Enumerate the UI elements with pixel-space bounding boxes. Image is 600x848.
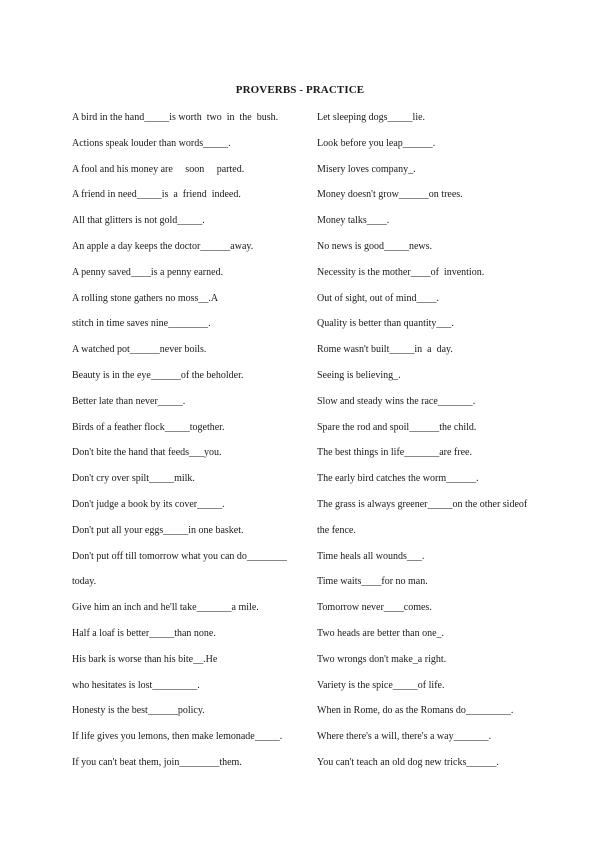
proverb-line: Seeing is believing_. <box>317 369 401 381</box>
proverb-line: Tomorrow never____comes. <box>317 602 432 614</box>
proverb-list-right <box>317 112 567 783</box>
proverb-line: Misery loves company_. <box>317 163 416 175</box>
proverb-line: A friend in need_____is a friend indeed. <box>72 189 241 201</box>
proverb-line: Time heals all wounds___. <box>317 550 425 562</box>
page-title: PROVERBS - PRACTICE <box>235 84 365 96</box>
proverb-line: Rome wasn't built_____in a day. <box>317 344 453 356</box>
proverb-line: stitch in time saves nine________. <box>72 318 211 330</box>
proverb-line: A bird in the hand_____is worth two in the bush. <box>72 112 279 123</box>
proverb-line: Slow and steady wins the race_______. <box>317 395 476 407</box>
proverb-line: Spare the rod and spoil______the child. <box>317 421 477 433</box>
proverb-line: If life gives you lemons, then make lemonade_____. <box>72 731 283 743</box>
proverb-line: The grass is always greener_____on the other sideof <box>317 498 528 510</box>
proverb-line: who hesitates is lost_________. <box>72 679 200 691</box>
proverb-line: Necessity is the mother____of invention. <box>317 266 485 278</box>
proverb-line: Don't put off till tomorrow what you can do________ <box>72 550 287 562</box>
proverb-line: Better late than never_____. <box>72 395 186 407</box>
proverb-line: Don't cry over spilt_____milk. <box>72 473 195 485</box>
proverb-line: Variety is the spice_____of life. <box>317 679 445 691</box>
proverb-line: Half a loaf is better_____than none. <box>72 627 216 639</box>
proverb-line: All that glitters is not gold_____. <box>72 215 205 227</box>
proverb-line: No news is good_____news. <box>317 240 432 252</box>
proverb-line: Money talks____. <box>317 215 390 227</box>
proverb-line: Time waits____for no man. <box>317 576 428 588</box>
proverb-line: An apple a day keeps the doctor______away. <box>72 240 254 252</box>
proverb-line: Actions speak louder than words_____. <box>72 137 231 149</box>
proverb-line: His bark is worse than his bite__.He <box>72 653 218 665</box>
proverb-line: The best things in life_______are free. <box>317 447 472 459</box>
proverb-line: You can't teach an old dog new tricks______. <box>317 756 499 768</box>
proverb-line: Don't bite the hand that feeds___you. <box>72 447 222 459</box>
proverb-line: If you can't beat them, join________them. <box>72 756 242 768</box>
proverb-line: Don't put all your eggs_____in one basket. <box>72 524 244 536</box>
proverb-line: When in Rome, do as the Romans do_________. <box>317 705 514 717</box>
proverb-list-left <box>72 112 304 783</box>
proverb-line: A watched pot______never boils. <box>72 344 207 356</box>
proverb-line: The early bird catches the worm______. <box>317 473 479 485</box>
proverb-line: Where there's a will, there's a way_______. <box>317 731 492 743</box>
proverb-line: Out of sight, out of mind____. <box>317 292 439 304</box>
proverb-line: Look before you leap______. <box>317 137 436 149</box>
proverb-line: Don't judge a book by its cover_____. <box>72 498 225 510</box>
proverb-line: A fool and his money are soon parted. <box>72 163 245 175</box>
proverb-line: today. <box>72 576 97 588</box>
proverb-line: A rolling stone gathers no moss__.A <box>72 292 219 304</box>
proverb-line: Quality is better than quantity___. <box>317 318 454 330</box>
proverb-line: Beauty is in the eye______of the beholder. <box>72 369 244 381</box>
proverb-line: A penny saved____is a penny earned. <box>72 266 224 278</box>
proverb-line: Two wrongs don't make_a right. <box>317 653 447 665</box>
proverb-line: Birds of a feather flock_____together. <box>72 421 225 433</box>
proverb-line: the fence. <box>317 524 356 536</box>
proverb-line: Let sleeping dogs_____lie. <box>317 112 426 123</box>
proverb-line: Two heads are better than one_. <box>317 627 445 639</box>
proverb-line: Honesty is the best______policy. <box>72 705 205 717</box>
proverb-line: Give him an inch and he'll take_______a mile. <box>72 602 259 614</box>
proverb-line: Money doesn't grow______on trees. <box>317 189 463 201</box>
